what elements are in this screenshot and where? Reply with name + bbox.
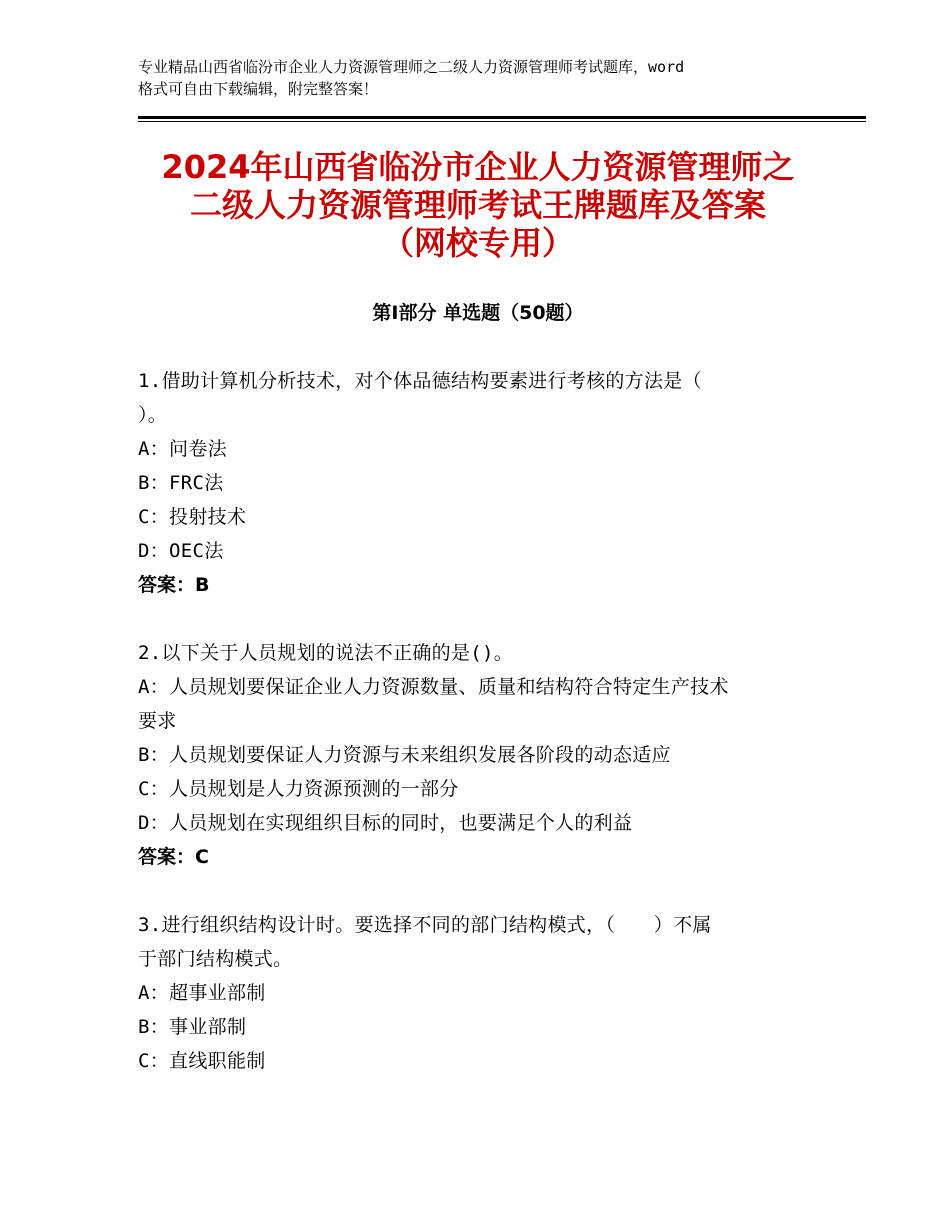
question-2-option-c: C：人员规划是人力资源预测的一部分 [138, 778, 459, 800]
question-3-option-c: C：直线职能制 [138, 1050, 266, 1072]
question-2 [138, 636, 818, 874]
question-1-option-b: B：FRC法 [138, 472, 224, 494]
question-2-answer: 答案：C [138, 846, 209, 868]
header-rule-thick [138, 116, 866, 119]
question-3-stem-line-1: 3.进行组织结构设计时。要选择不同的部门结构模式，（ ）不属 [138, 914, 712, 936]
document-title [138, 148, 818, 262]
title-line-2: 二级人力资源管理师考试王牌题库及答案 [189, 186, 766, 224]
header-rule [138, 116, 866, 122]
question-3-option-a: A：超事业部制 [138, 982, 266, 1004]
title-line-1: 2024年山西省临汾市企业人力资源管理师之 [161, 148, 795, 186]
question-2-option-a-cont: 要求 [138, 710, 177, 732]
question-1-stem-line-1: 1.借助计算机分析技术，对个体品德结构要素进行考核的方法是（ [138, 370, 702, 392]
header-note-line-1: 专业精品山西省临汾市企业人力资源管理师之二级人力资源管理师考试题库，word [138, 58, 685, 76]
question-2-option-b: B：人员规划要保证人力资源与未来组织发展各阶段的动态适应 [138, 744, 671, 766]
question-3-stem-line-2: 于部门结构模式。 [138, 948, 293, 970]
header-note-line-2: 格式可自由下载编辑，附完整答案！ [138, 80, 379, 98]
question-3-option-b: B：事业部制 [138, 1016, 247, 1038]
question-1 [138, 364, 818, 602]
question-list [138, 364, 818, 1078]
question-1-option-a: A：问卷法 [138, 438, 227, 460]
question-1-answer: 答案：B [138, 574, 210, 596]
question-1-option-d: D：OEC法 [138, 540, 224, 562]
title-line-3: （网校专用） [381, 224, 574, 262]
question-1-option-c: C：投射技术 [138, 506, 247, 528]
question-3 [138, 908, 818, 1078]
section-heading: 第Ⅰ部分 单选题（50题） [372, 302, 584, 324]
question-1-stem-line-2: ）。 [138, 404, 168, 426]
question-2-option-a: A：人员规划要保证企业人力资源数量、质量和结构符合特定生产技术 [138, 676, 729, 698]
question-2-option-d: D：人员规划在实现组织目标的同时，也要满足个人的利益 [138, 812, 633, 834]
header-note [138, 56, 818, 100]
header-rule-thin [138, 121, 866, 122]
question-2-stem-line-1: 2.以下关于人员规划的说法不正确的是()。 [138, 642, 514, 664]
